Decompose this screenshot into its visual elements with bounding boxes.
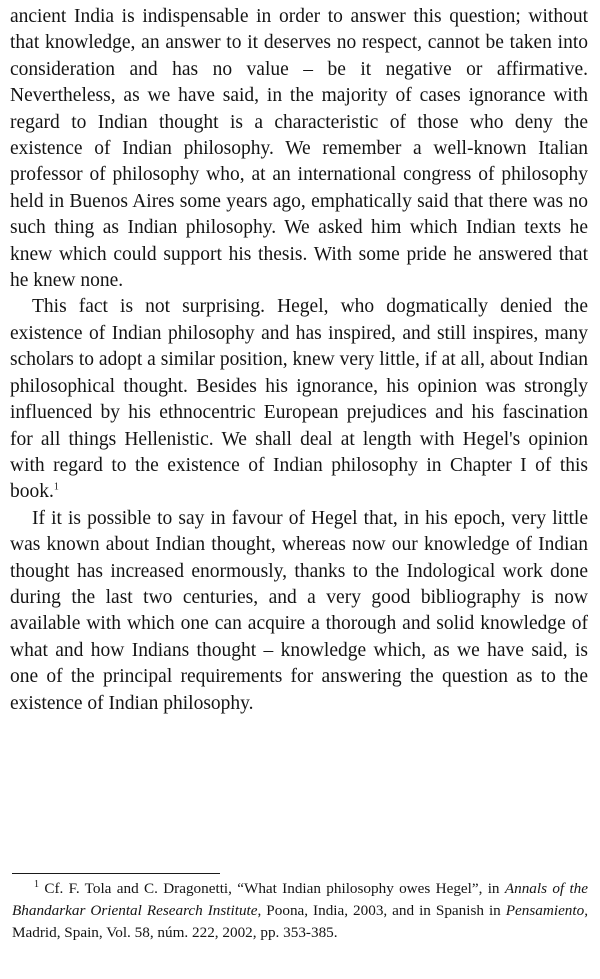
footnote bbox=[12, 878, 588, 943]
footnote-text-3: , Madrid, Spain, Vol. 58, núm. 222, 2002, pp. 353-385. bbox=[12, 901, 589, 941]
paragraph-3: If it is possible to say in favour of Hegel that, in his epoch, very little was known about Indian thought, whereas now our knowledge of Indian thought has increased enormously, thanks to the Indological work done during the last two centuries, and a very good bibliography is now available with which one can acquire a thorough and solid knowledge of what and how Indians thought – knowledge which, as we have said, is one of the principal requirements for answering the question as to the existence of Indian philosophy. bbox=[10, 507, 588, 714]
footnote-periodical-title: Pensamiento bbox=[505, 901, 585, 919]
main-text bbox=[10, 4, 588, 717]
paragraph-2 bbox=[10, 294, 588, 505]
footnote-rule bbox=[12, 873, 220, 874]
paragraph-1: ancient India is indispensable in order to answer this question; without that knowledge, an answer to it deserves no respect, cannot be taken into consideration and has no value – be it negative or affirmative. Nevertheless, as we have said, in the majority of cases ignorance with regard to Indian thought is a characteristic of those who deny the existence of Indian philosophy. We remember a well-known Italian professor of philosophy who, at an international congress of philosophy held in Buenos Aires some years ago, emphatically said that there was no such thing as Indian philosophy. We asked him which Indian texts he knew which could support his thesis. With some pride he answered that he knew none. bbox=[10, 6, 588, 292]
footnote-journal-title: Annals of the Bhandarkar Oriental Research Institute bbox=[12, 880, 589, 919]
footnote-text-2: , Poona, India, 2003, and in Spanish in bbox=[257, 901, 506, 919]
footnote-reference: 1 bbox=[53, 481, 59, 493]
footnote-text-1: Cf. F. Tola and C. Dragonetti, “What Indian philosophy owes Hegel”, in bbox=[44, 880, 505, 897]
footnote-marker: 1 bbox=[34, 878, 39, 890]
paragraph-2-text: This fact is not surprising. Hegel, who dogmatically denied the existence of Indian philosophy and has inspired, and still inspires, many scholars to adopt a similar position, knew very little, if at all, about Indian philosophical thought. Besides his ignorance, his opinion was strongly influenced by his ethnocentric European prejudices and his fascination for all things Hellenistic. We shall deal at length with Hegel's opinion with regard to the existence of Indian philosophy in Chapter I of this book. bbox=[10, 296, 588, 503]
